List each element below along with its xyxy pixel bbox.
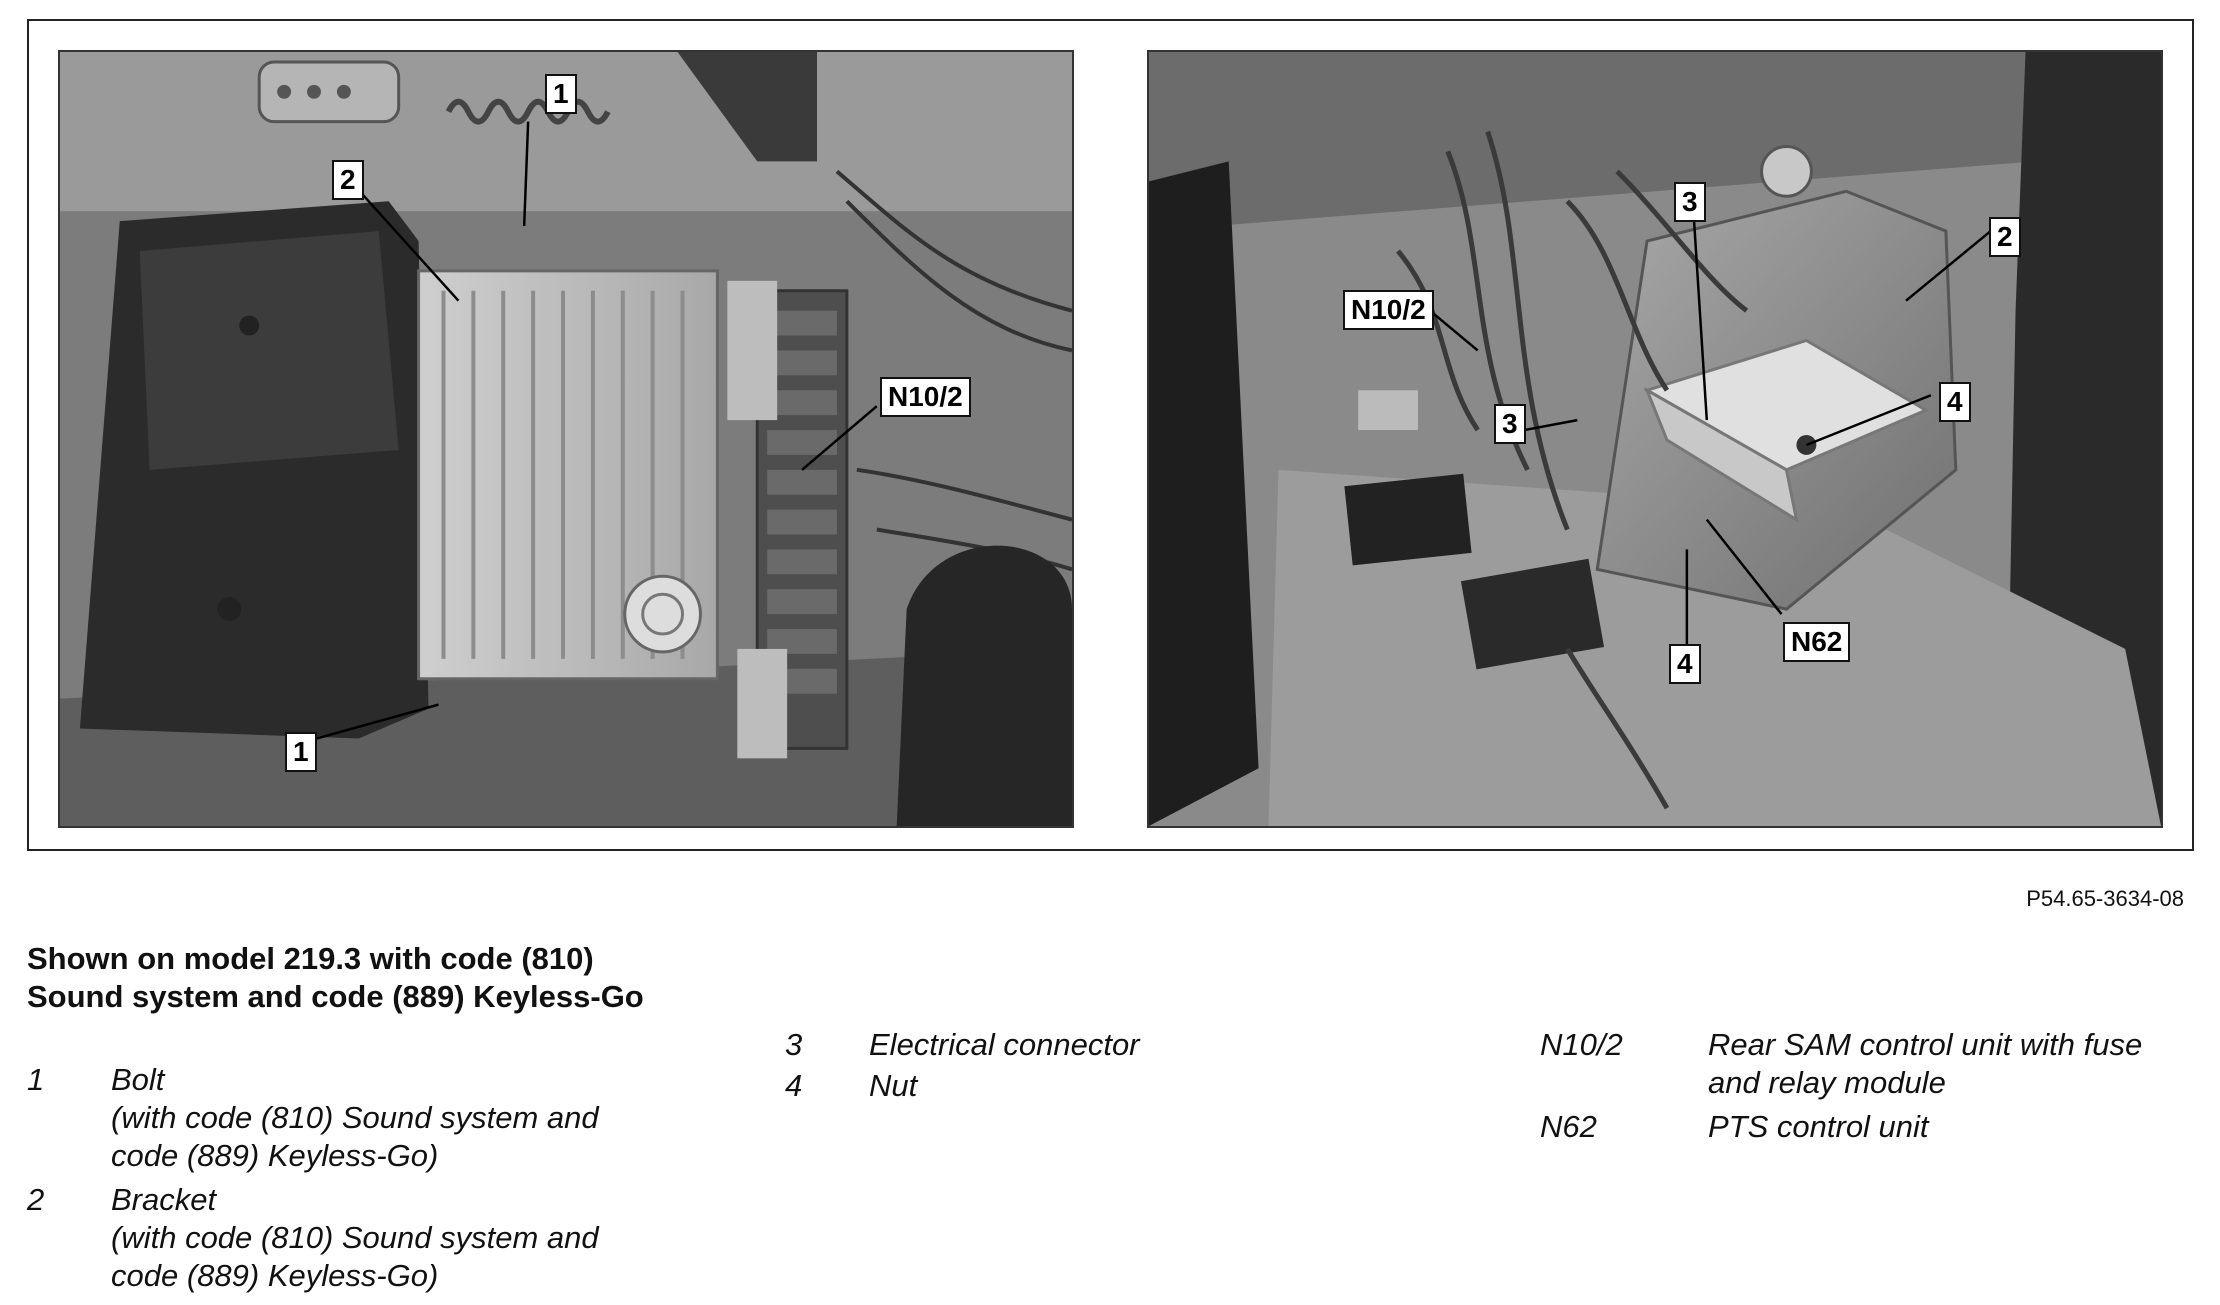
legend-number: 3 bbox=[785, 1027, 803, 1062]
legend-label: Bolt bbox=[111, 1062, 165, 1097]
photo-left-drawing bbox=[60, 52, 1072, 826]
legend-label-line2: and relay module bbox=[1708, 1065, 1946, 1100]
legend-label: Nut bbox=[869, 1068, 918, 1103]
legend-label: Bracket bbox=[111, 1182, 217, 1217]
legend-note-line1: (with code (810) Sound system and bbox=[111, 1220, 599, 1255]
legend-note-line1: (with code (810) Sound system and bbox=[111, 1100, 599, 1135]
legend-note-line2: code (889) Keyless-Go) bbox=[111, 1138, 439, 1173]
legend-text bbox=[111, 1061, 599, 1175]
callout-right-n10-2: N10/2 bbox=[1343, 290, 1434, 330]
photo-right-drawing bbox=[1149, 52, 2161, 826]
callout-right-4-bottom: 4 bbox=[1669, 644, 1701, 684]
callout-left-2: 2 bbox=[332, 160, 364, 200]
callout-left-n10-2: N10/2 bbox=[880, 377, 971, 417]
legend-number: N10/2 bbox=[1540, 1027, 1623, 1062]
callout-right-4-right: 4 bbox=[1939, 382, 1971, 422]
legend-number: 1 bbox=[27, 1062, 45, 1097]
legend-note-line2: code (889) Keyless-Go) bbox=[111, 1258, 439, 1293]
caption-title: Shown on model 219.3 with code (810) Sound system and code (889) Keyless-Go bbox=[27, 941, 644, 1014]
photo-pts-control-unit bbox=[1147, 50, 2163, 828]
figure-code: P54.65-3634-08 bbox=[2026, 886, 2184, 911]
callout-right-3-top: 3 bbox=[1674, 182, 1706, 222]
legend-number: N62 bbox=[1540, 1109, 1597, 1144]
legend-item-bolt bbox=[27, 1061, 727, 1181]
legend-number: 2 bbox=[27, 1182, 45, 1217]
callout-left-1-bottom: 1 bbox=[285, 732, 317, 772]
legend-label-line1: Rear SAM control unit with fuse bbox=[1708, 1027, 2143, 1062]
legend-item-n10-2 bbox=[1540, 1026, 2200, 1106]
callout-left-1-top: 1 bbox=[545, 74, 577, 114]
legend-text bbox=[1708, 1026, 2142, 1102]
legend-item-electrical-connector bbox=[785, 1026, 1285, 1066]
callout-right-2: 2 bbox=[1989, 217, 2021, 257]
callout-right-3-mid: 3 bbox=[1494, 404, 1526, 444]
legend-label: PTS control unit bbox=[1708, 1109, 1929, 1144]
photo-sound-amplifier bbox=[58, 50, 1074, 828]
legend-item-nut bbox=[785, 1067, 1285, 1107]
legend-item-n62 bbox=[1540, 1108, 2200, 1148]
legend-number: 4 bbox=[785, 1068, 803, 1103]
legend-label: Electrical connector bbox=[869, 1027, 1140, 1062]
callout-right-n62: N62 bbox=[1783, 622, 1850, 662]
legend-item-bracket bbox=[27, 1181, 727, 1301]
legend-text bbox=[111, 1181, 599, 1295]
